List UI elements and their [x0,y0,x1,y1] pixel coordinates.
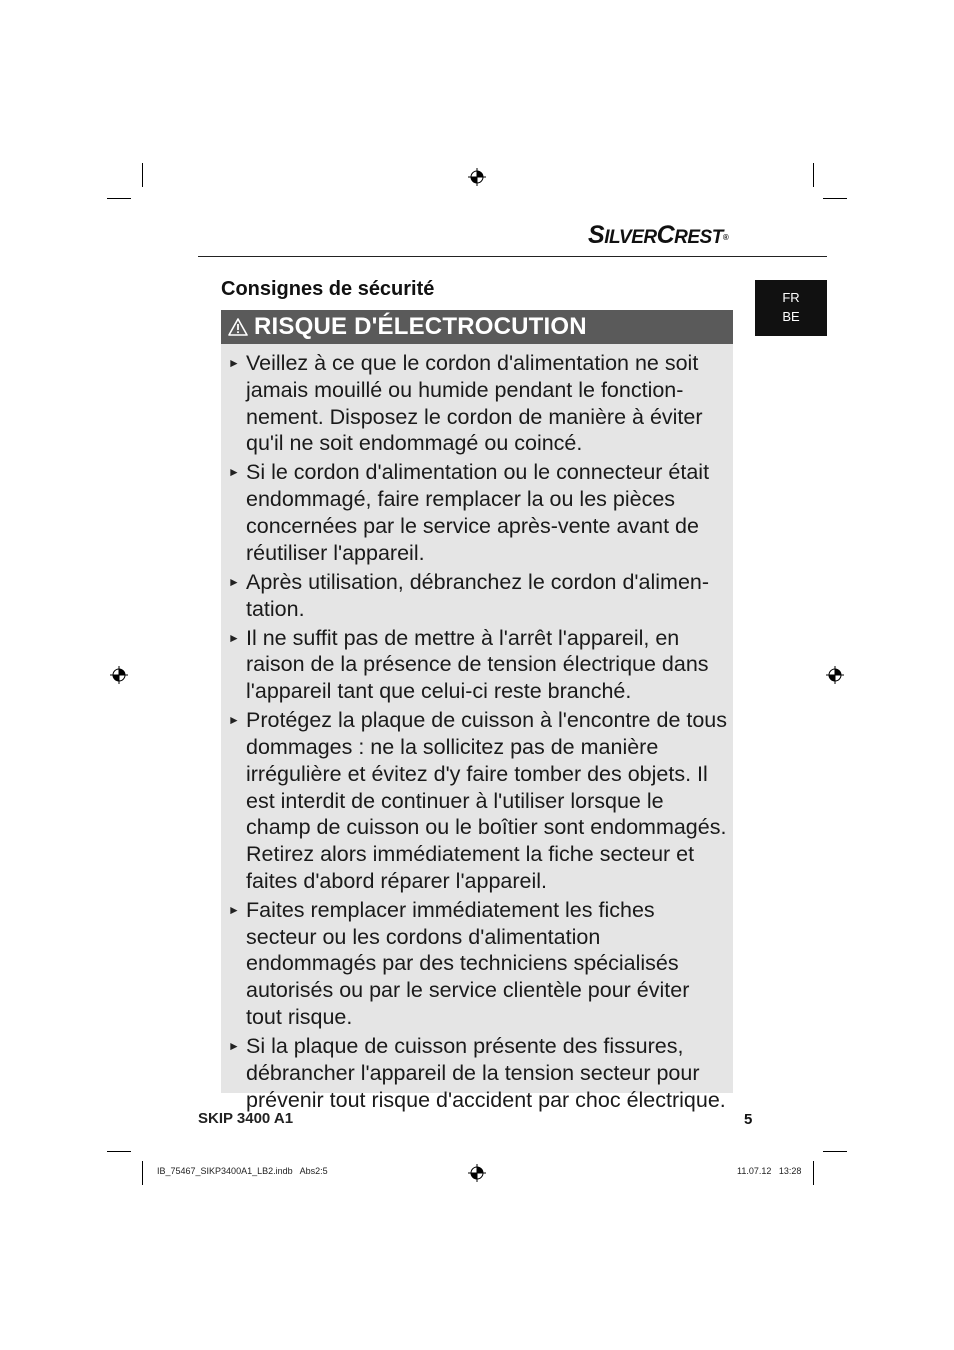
warning-title: RISQUE D'ÉLECTROCUTION [254,313,587,340]
crop-mark [823,198,847,199]
header-rule [198,256,827,257]
list-item [221,569,733,623]
list-item [221,350,733,457]
list-item [221,625,733,705]
language-tab [755,280,827,336]
crop-mark [142,163,143,187]
warning-header [221,310,733,344]
list-item-text: Si la plaque de cuisson présente des fissures, débrancher l'appareil de la tension secteur pour prévenir tout risque d'accident par choc électrique. [246,1034,726,1112]
bullet-arrow-icon: ► [228,465,240,480]
bullet-arrow-icon: ► [228,356,240,370]
bullet-arrow-icon: ► [228,574,240,589]
bullet-arrow-icon: ► [228,1039,240,1054]
registration-mark-icon [468,168,486,186]
bullet-arrow-icon: ► [228,630,240,645]
crop-mark [107,198,131,199]
warning-triangle-icon [228,318,248,336]
silvercrest-logo: SILVERCREST® [588,221,729,249]
registration-mark-icon [110,666,128,684]
page-number: 5 [744,1111,753,1128]
list-item [221,459,733,566]
registration-mark-icon [468,1164,486,1182]
crop-mark [107,1151,131,1152]
warning-box [221,310,733,1112]
print-slug-file: IB_75467_SIKP3400A1_LB2.indb Abs2:5 [157,1166,328,1176]
list-item-text: Protégez la plaque de cuisson à l'encontre de tous dommages : ne la sollicitez pas de manière irrégulière et évitez d'y faire tomber des objets. Il est interdit de continuer à l'utiliser lorsque le champ de cuisson ou le boîtier sont endommagés. Retirez alors immédiatement la fiche secteur et faites d'abord réparer l'appareil. [246,708,728,893]
list-item-text: Faites remplacer immédiatement les fiches secteur ou les cordons d'alimentation endommagés par des techniciens spécialisés autorisés ou par le service clientèle pour éviter tout risque. [246,897,690,1030]
section-title: Consignes de sécurité [221,278,435,300]
list-item-text: Si le cordon d'alimentation ou le connecteur était endommagé, faire remplacer la ou les pièces concernées par le service après-vente avant de réutiliser l'appareil. [246,460,710,565]
bullet-arrow-icon: ► [228,902,240,917]
print-slug-datetime: 11.07.12 13:28 [737,1166,802,1176]
crop-mark [813,163,814,187]
crop-mark [142,1161,143,1185]
list-item-text: Veillez à ce que le cordon d'alimentation ne soit jamais mouillé ou humide pendant le fonction-nement. Disposez le cordon de manière à éviter qu'il ne soit endommagé ou coincé. [246,351,703,456]
list-item [221,707,733,895]
list-item-text: Après utilisation, débranchez le cordon d'alimen-tation. [246,569,710,621]
registration-mark-icon [826,666,844,684]
language-code: BE [782,309,800,324]
crop-mark [823,1151,847,1152]
list-item-text: Il ne suffit pas de mettre à l'arrêt l'appareil, en raison de la présence de tension électrique dans l'appareil tant que celui-ci reste branché. [246,625,709,704]
list-item [221,1033,733,1113]
model-number: SKIP 3400 A1 [198,1110,294,1127]
language-code: FR [782,290,800,305]
list-item [221,897,733,1031]
crop-mark [813,1161,814,1185]
bullet-arrow-icon: ► [228,713,240,728]
warning-list [221,344,733,1113]
